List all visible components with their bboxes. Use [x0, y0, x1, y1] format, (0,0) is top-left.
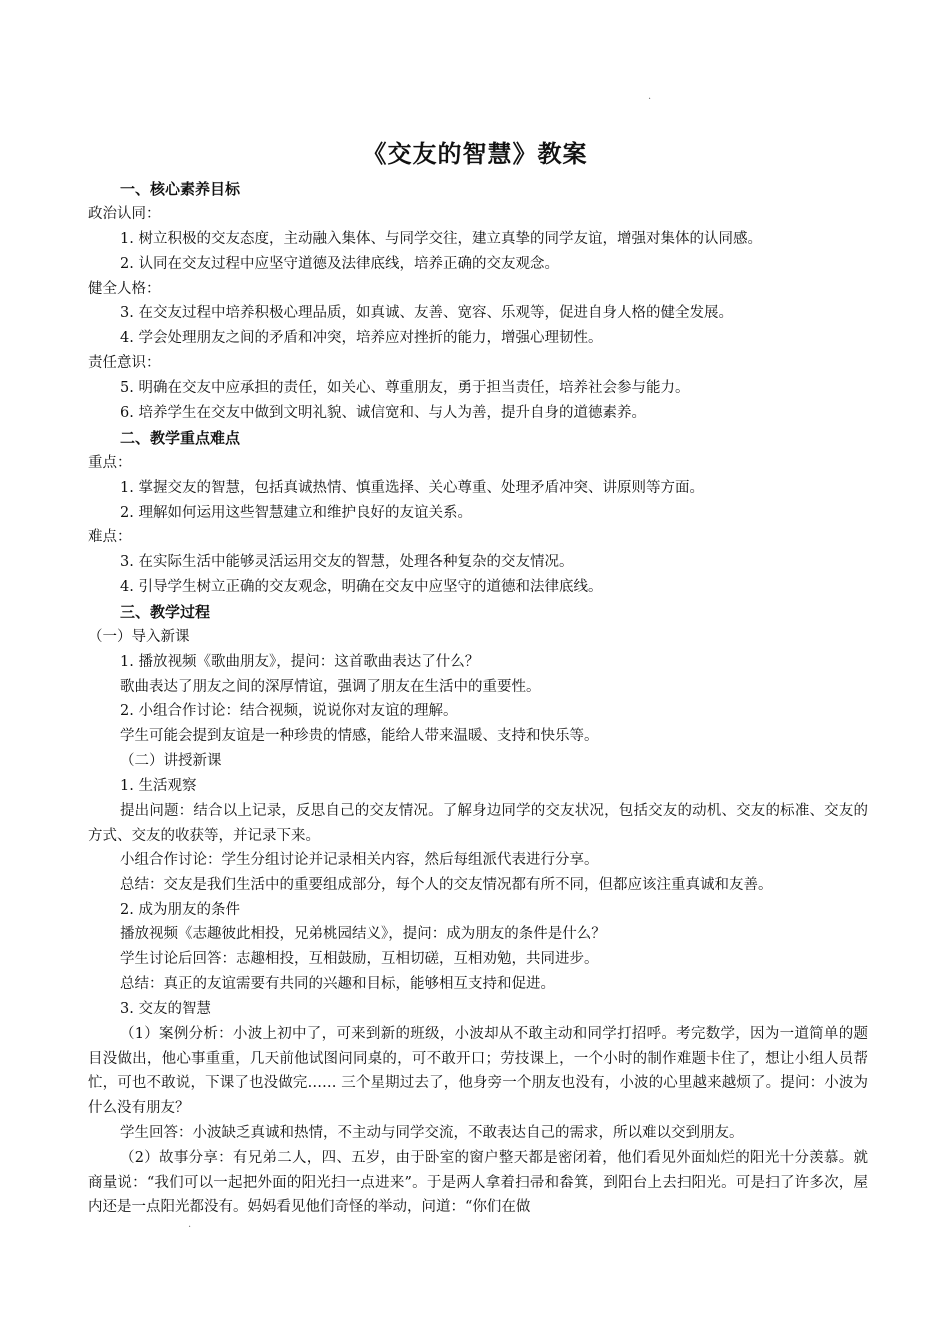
paragraph: 总结：真正的友谊需要有共同的兴趣和目标，能够相互支持和促进。: [120, 976, 555, 992]
paragraph: 小组合作讨论：学生分组讨论并记录相关内容，然后每组派代表进行分享。: [120, 852, 599, 868]
page-top-mark: ·: [648, 94, 652, 105]
list-item: 3. 在交友过程中培养积极心理品质，如真诚、友善、宽容、乐观等，促进自身人格的健全发展。: [120, 305, 733, 321]
subheading-difficulties: 难点：: [88, 529, 132, 545]
page-bottom-mark: ·: [188, 1222, 192, 1233]
paragraph: 学生讨论后回答：志趣相投，互相鼓励，互相切磋，互相劝勉，共同进步。: [120, 951, 599, 967]
paragraph: 学生回答：小波缺乏真诚和热情，不主动与同学交流，不敢表达自己的需求，所以难以交到朋友。: [120, 1125, 744, 1141]
document-title: 《交友的智慧》教案: [362, 140, 588, 168]
subheading-conditions: 2. 成为朋友的条件: [120, 902, 240, 918]
list-item: 4. 引导学生树立正确的交友观念，明确在交友中应坚守的道德和法律底线。: [120, 579, 603, 595]
subheading-personality: 健全人格：: [88, 281, 161, 297]
subheading-intro: （一）导入新课: [88, 629, 190, 645]
list-item: 1. 掌握交友的智慧，包括真诚热情、慎重选择、关心尊重、处理矛盾冲突、讲原则等方面。: [120, 480, 704, 496]
section-heading-2: 二、教学重点难点: [120, 429, 241, 447]
list-item: 2. 理解如何运用这些智慧建立和维护良好的友谊关系。: [120, 505, 472, 521]
subheading-responsibility: 责任意识：: [88, 355, 161, 371]
list-item: 5. 明确在交友中应承担的责任，如关心、尊重朋友，勇于担当责任，培养社会参与能力。: [120, 380, 690, 396]
list-item: 3. 在实际生活中能够灵活运用交友的智慧，处理各种复杂的交友情况。: [120, 554, 574, 570]
paragraph: 提出问题：结合以上记录，反思自己的交友情况。了解身边同学的交友状况，包括交友的动机、交友的标准、交友的方式、交友的收获等，并记录下来。: [88, 803, 868, 844]
subheading-key-points: 重点：: [88, 455, 132, 471]
subheading-wisdom: 3. 交友的智慧: [120, 1001, 211, 1017]
paragraph: 1. 播放视频《歌曲朋友》，提问：这首歌曲表达了什么？: [120, 654, 480, 670]
paragraph: 2. 小组合作讨论：结合视频，说说你对友谊的理解。: [120, 703, 458, 719]
section-heading-3: 三、教学过程: [120, 603, 211, 621]
section-heading-1: 一、核心素养目标: [120, 180, 241, 198]
subheading-political: 政治认同：: [88, 206, 161, 222]
list-item: 6. 培养学生在交友中做到文明礼貌、诚信宽和、与人为善，提升自身的道德素养。: [120, 405, 646, 421]
paragraph-case-analysis: （1）案例分析：小波上初中了，可来到新的班级，小波却从不敢主动和同学打招呼。考完数学，因为一道简单的题目没做出，他心事重重，几天前他试图问同桌的，可不敢开口；劳技课上，一个小时的制作难题卡住了，想让小组人员帮忙，可也不敢说，下课了也没做完…… 三个星期过去了，他身旁一个朋友也没有，小波的心里越来越烦了。提问：小波为什么没有朋友？: [88, 1026, 868, 1116]
paragraph: 播放视频《志趣彼此相投，兄弟桃园结义》，提问：成为朋友的条件是什么？: [120, 926, 606, 942]
paragraph-story: （2）故事分享：有兄弟二人，四、五岁，由于卧室的窗户整天都是密闭着，他们看见外面灿烂的阳光十分羡慕。就商量说：“我们可以一起把外面的阳光扫一点进来”。于是两人拿着扫帚和畚箕，到阳台上去扫阳光。可是扫了许多次，屋内还是一点阳光都没有。妈妈看见他们奇怪的举动，问道：“你们在做: [88, 1150, 868, 1215]
subheading-new-lesson: （二）讲授新课: [120, 753, 222, 769]
paragraph: 学生可能会提到友谊是一种珍贵的情感，能给人带来温暖、支持和快乐等。: [120, 728, 599, 744]
list-item: 2. 认同在交友过程中应坚守道德及法律底线，培养正确的交友观念。: [120, 256, 559, 272]
paragraph: 总结：交友是我们生活中的重要组成部分，每个人的交友情况都有所不同，但都应该注重真诚和友善。: [120, 877, 773, 893]
paragraph: 歌曲表达了朋友之间的深厚情谊，强调了朋友在生活中的重要性。: [120, 679, 541, 695]
list-item: 4. 学会处理朋友之间的矛盾和冲突，培养应对挫折的能力，增强心理韧性。: [120, 330, 603, 346]
list-item: 1. 树立积极的交友态度，主动融入集体、与同学交往，建立真挚的同学友谊，增强对集体的认同感。: [120, 231, 762, 247]
subheading-observation: 1. 生活观察: [120, 778, 197, 794]
